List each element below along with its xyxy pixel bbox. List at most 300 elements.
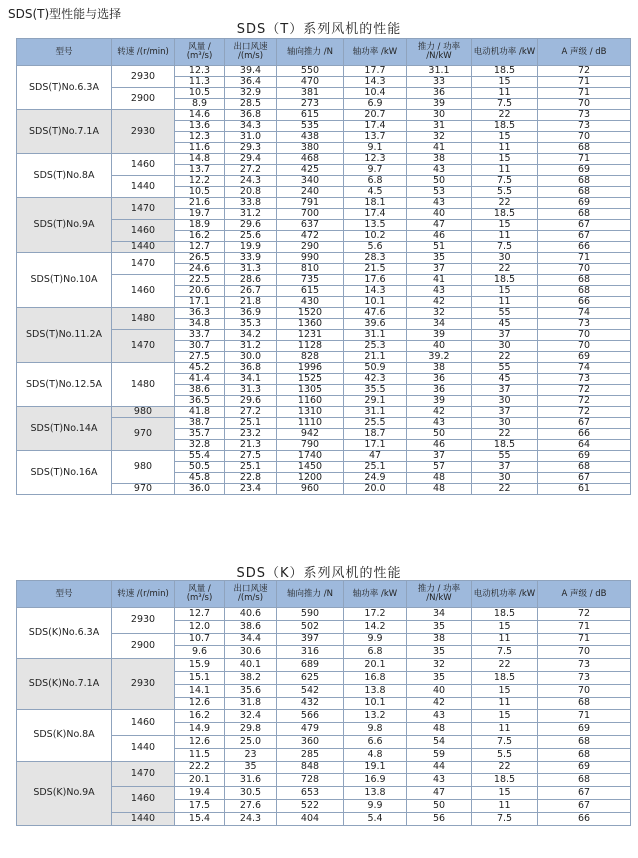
value-cell: 12.3 bbox=[175, 132, 225, 143]
value-cell: 5.5 bbox=[472, 748, 538, 761]
value-cell: 13.2 bbox=[344, 710, 407, 723]
table-row bbox=[17, 154, 631, 165]
value-cell: 12.6 bbox=[175, 697, 225, 710]
value-cell: 31.6 bbox=[225, 774, 277, 787]
value-cell: 290 bbox=[277, 242, 344, 253]
value-cell: 14.6 bbox=[175, 110, 225, 121]
value-cell: 542 bbox=[277, 684, 344, 697]
value-cell: 44 bbox=[407, 761, 472, 774]
value-cell: 71 bbox=[538, 88, 631, 99]
performance-table-t bbox=[16, 38, 631, 495]
speed-cell: 970 bbox=[112, 484, 175, 495]
speed-cell: 1460 bbox=[112, 154, 175, 176]
value-cell: 32.4 bbox=[225, 710, 277, 723]
value-cell: 15 bbox=[472, 710, 538, 723]
value-cell: 848 bbox=[277, 761, 344, 774]
value-cell: 728 bbox=[277, 774, 344, 787]
value-cell: 37 bbox=[407, 451, 472, 462]
value-cell: 25.5 bbox=[344, 418, 407, 429]
value-cell: 57 bbox=[407, 462, 472, 473]
value-cell: 340 bbox=[277, 176, 344, 187]
value-cell: 54 bbox=[407, 735, 472, 748]
value-cell: 66 bbox=[538, 297, 631, 308]
model-block bbox=[17, 710, 631, 761]
value-cell: 13.8 bbox=[344, 684, 407, 697]
model-cell: SDS(K)No.7.1A bbox=[17, 659, 112, 710]
header-row bbox=[17, 39, 631, 66]
value-cell: 36.8 bbox=[225, 363, 277, 374]
value-cell: 522 bbox=[277, 799, 344, 812]
value-cell: 23.2 bbox=[225, 429, 277, 440]
value-cell: 381 bbox=[277, 88, 344, 99]
column-header: 推力 / 功率 /N/kW bbox=[407, 581, 472, 608]
value-cell: 43 bbox=[407, 418, 472, 429]
value-cell: 74 bbox=[538, 363, 631, 374]
value-cell: 15 bbox=[472, 620, 538, 633]
value-cell: 72 bbox=[538, 385, 631, 396]
value-cell: 25.3 bbox=[344, 341, 407, 352]
value-cell: 71 bbox=[538, 253, 631, 264]
value-cell: 71 bbox=[538, 710, 631, 723]
value-cell: 14.8 bbox=[175, 154, 225, 165]
value-cell: 8.9 bbox=[175, 99, 225, 110]
speed-cell: 2930 bbox=[112, 110, 175, 154]
value-cell: 13.7 bbox=[344, 132, 407, 143]
value-cell: 10.1 bbox=[344, 697, 407, 710]
speed-cell: 1460 bbox=[112, 275, 175, 308]
value-cell: 20.1 bbox=[175, 774, 225, 787]
column-header: 型号 bbox=[17, 39, 112, 66]
value-cell: 20.8 bbox=[225, 187, 277, 198]
value-cell: 20.7 bbox=[344, 110, 407, 121]
value-cell: 69 bbox=[538, 352, 631, 363]
value-cell: 41.4 bbox=[175, 374, 225, 385]
value-cell: 23 bbox=[225, 748, 277, 761]
value-cell: 40.1 bbox=[225, 659, 277, 672]
value-cell: 24.6 bbox=[175, 264, 225, 275]
value-cell: 15 bbox=[472, 220, 538, 231]
model-cell: SDS(K)No.6.3A bbox=[17, 608, 112, 659]
value-cell: 32 bbox=[407, 308, 472, 319]
value-cell: 43 bbox=[407, 710, 472, 723]
value-cell: 32.9 bbox=[225, 88, 277, 99]
value-cell: 47 bbox=[407, 220, 472, 231]
column-header: A 声级 / dB bbox=[538, 581, 631, 608]
column-header: 轴功率 /kW bbox=[344, 39, 407, 66]
value-cell: 33 bbox=[407, 77, 472, 88]
value-cell: 70 bbox=[538, 684, 631, 697]
value-cell: 24.3 bbox=[225, 812, 277, 825]
value-cell: 67 bbox=[538, 473, 631, 484]
value-cell: 16.2 bbox=[175, 231, 225, 242]
speed-cell: 2930 bbox=[112, 608, 175, 634]
value-cell: 37 bbox=[407, 264, 472, 275]
value-cell: 30.0 bbox=[225, 352, 277, 363]
value-cell: 1160 bbox=[277, 396, 344, 407]
value-cell: 64 bbox=[538, 440, 631, 451]
model-block bbox=[17, 761, 631, 825]
value-cell: 71 bbox=[538, 77, 631, 88]
value-cell: 55 bbox=[472, 363, 538, 374]
value-cell: 30 bbox=[407, 110, 472, 121]
value-cell: 14.1 bbox=[175, 684, 225, 697]
value-cell: 27.6 bbox=[225, 799, 277, 812]
value-cell: 12.3 bbox=[175, 66, 225, 77]
value-cell: 29.4 bbox=[225, 154, 277, 165]
value-cell: 380 bbox=[277, 143, 344, 154]
column-header: 型号 bbox=[17, 581, 112, 608]
value-cell: 37 bbox=[472, 330, 538, 341]
value-cell: 67 bbox=[538, 799, 631, 812]
value-cell: 13.5 bbox=[344, 220, 407, 231]
value-cell: 1200 bbox=[277, 473, 344, 484]
value-cell: 38 bbox=[407, 154, 472, 165]
value-cell: 34.1 bbox=[225, 374, 277, 385]
value-cell: 11 bbox=[472, 231, 538, 242]
value-cell: 29.3 bbox=[225, 143, 277, 154]
value-cell: 71 bbox=[538, 633, 631, 646]
value-cell: 42 bbox=[407, 697, 472, 710]
value-cell: 73 bbox=[538, 110, 631, 121]
value-cell: 22 bbox=[472, 761, 538, 774]
value-cell: 66 bbox=[538, 242, 631, 253]
value-cell: 40.6 bbox=[225, 608, 277, 621]
value-cell: 26.7 bbox=[225, 286, 277, 297]
model-cell: SDS(K)No.8A bbox=[17, 710, 112, 761]
value-cell: 11 bbox=[472, 697, 538, 710]
value-cell: 11.3 bbox=[175, 77, 225, 88]
speed-cell: 2900 bbox=[112, 88, 175, 110]
value-cell: 32 bbox=[407, 132, 472, 143]
value-cell: 1525 bbox=[277, 374, 344, 385]
value-cell: 1305 bbox=[277, 385, 344, 396]
value-cell: 39 bbox=[407, 99, 472, 110]
column-header: 出口风速 /(m/s) bbox=[225, 581, 277, 608]
value-cell: 10.5 bbox=[175, 88, 225, 99]
value-cell: 22 bbox=[472, 352, 538, 363]
value-cell: 7.5 bbox=[472, 735, 538, 748]
value-cell: 68 bbox=[538, 143, 631, 154]
value-cell: 55 bbox=[472, 451, 538, 462]
value-cell: 18.5 bbox=[472, 774, 538, 787]
value-cell: 1740 bbox=[277, 451, 344, 462]
value-cell: 26.5 bbox=[175, 253, 225, 264]
value-cell: 790 bbox=[277, 440, 344, 451]
value-cell: 21.8 bbox=[225, 297, 277, 308]
value-cell: 27.2 bbox=[225, 407, 277, 418]
value-cell: 30 bbox=[472, 418, 538, 429]
value-cell: 18.1 bbox=[344, 198, 407, 209]
value-cell: 5.4 bbox=[344, 812, 407, 825]
value-cell: 59 bbox=[407, 748, 472, 761]
model-block bbox=[17, 66, 631, 110]
value-cell: 18.7 bbox=[344, 429, 407, 440]
value-cell: 68 bbox=[538, 187, 631, 198]
model-block bbox=[17, 110, 631, 154]
value-cell: 22 bbox=[472, 429, 538, 440]
table-row bbox=[17, 659, 631, 672]
value-cell: 70 bbox=[538, 132, 631, 143]
value-cell: 39 bbox=[407, 396, 472, 407]
value-cell: 6.9 bbox=[344, 99, 407, 110]
value-cell: 41 bbox=[407, 143, 472, 154]
value-cell: 1450 bbox=[277, 462, 344, 473]
value-cell: 615 bbox=[277, 110, 344, 121]
value-cell: 18.5 bbox=[472, 608, 538, 621]
value-cell: 31.1 bbox=[344, 330, 407, 341]
value-cell: 432 bbox=[277, 697, 344, 710]
value-cell: 27.2 bbox=[225, 165, 277, 176]
value-cell: 15 bbox=[472, 154, 538, 165]
value-cell: 30 bbox=[472, 253, 538, 264]
value-cell: 45.2 bbox=[175, 363, 225, 374]
value-cell: 40 bbox=[407, 341, 472, 352]
value-cell: 21.5 bbox=[344, 264, 407, 275]
value-cell: 11 bbox=[472, 88, 538, 99]
value-cell: 472 bbox=[277, 231, 344, 242]
performance-table-k bbox=[16, 580, 631, 826]
value-cell: 33.8 bbox=[225, 198, 277, 209]
value-cell: 438 bbox=[277, 132, 344, 143]
speed-cell: 1470 bbox=[112, 198, 175, 220]
value-cell: 67 bbox=[538, 220, 631, 231]
value-cell: 13.8 bbox=[344, 787, 407, 800]
value-cell: 34.3 bbox=[225, 121, 277, 132]
value-cell: 10.4 bbox=[344, 88, 407, 99]
table-row bbox=[17, 363, 631, 374]
column-header: 电动机功率 /kW bbox=[472, 39, 538, 66]
value-cell: 15 bbox=[472, 77, 538, 88]
value-cell: 29.6 bbox=[225, 396, 277, 407]
value-cell: 12.7 bbox=[175, 242, 225, 253]
value-cell: 43 bbox=[407, 774, 472, 787]
value-cell: 34 bbox=[407, 319, 472, 330]
value-cell: 55 bbox=[472, 308, 538, 319]
value-cell: 22 bbox=[472, 198, 538, 209]
value-cell: 1128 bbox=[277, 341, 344, 352]
value-cell: 42 bbox=[407, 407, 472, 418]
value-cell: 615 bbox=[277, 286, 344, 297]
value-cell: 67 bbox=[538, 787, 631, 800]
value-cell: 38 bbox=[407, 633, 472, 646]
value-cell: 35.7 bbox=[175, 429, 225, 440]
value-cell: 31 bbox=[407, 121, 472, 132]
value-cell: 16.9 bbox=[344, 774, 407, 787]
value-cell: 43 bbox=[407, 286, 472, 297]
value-cell: 39 bbox=[407, 330, 472, 341]
value-cell: 50 bbox=[407, 799, 472, 812]
value-cell: 34.4 bbox=[225, 633, 277, 646]
value-cell: 69 bbox=[538, 451, 631, 462]
value-cell: 397 bbox=[277, 633, 344, 646]
value-cell: 33.9 bbox=[225, 253, 277, 264]
value-cell: 71 bbox=[538, 154, 631, 165]
value-cell: 46 bbox=[407, 231, 472, 242]
value-cell: 68 bbox=[538, 748, 631, 761]
value-cell: 73 bbox=[538, 659, 631, 672]
section-title-k: SDS（K）系列风机的性能 bbox=[236, 566, 402, 581]
value-cell: 535 bbox=[277, 121, 344, 132]
model-cell: SDS(T)No.16A bbox=[17, 451, 112, 495]
value-cell: 22 bbox=[472, 110, 538, 121]
value-cell: 17.2 bbox=[344, 608, 407, 621]
value-cell: 1110 bbox=[277, 418, 344, 429]
value-cell: 36.0 bbox=[175, 484, 225, 495]
value-cell: 45.8 bbox=[175, 473, 225, 484]
table-row bbox=[17, 451, 631, 462]
value-cell: 73 bbox=[538, 121, 631, 132]
value-cell: 1520 bbox=[277, 308, 344, 319]
speed-cell: 1460 bbox=[112, 220, 175, 242]
value-cell: 68 bbox=[538, 697, 631, 710]
value-cell: 66 bbox=[538, 429, 631, 440]
value-cell: 7.5 bbox=[472, 242, 538, 253]
value-cell: 11 bbox=[472, 723, 538, 736]
header-row bbox=[17, 581, 631, 608]
value-cell: 35 bbox=[407, 671, 472, 684]
value-cell: 27.5 bbox=[225, 451, 277, 462]
value-cell: 12.2 bbox=[175, 176, 225, 187]
value-cell: 72 bbox=[538, 608, 631, 621]
value-cell: 50 bbox=[407, 176, 472, 187]
value-cell: 35 bbox=[407, 646, 472, 659]
column-header: 推力 / 功率 /N/kW bbox=[407, 39, 472, 66]
speed-cell: 980 bbox=[112, 451, 175, 484]
value-cell: 15.9 bbox=[175, 659, 225, 672]
value-cell: 50.9 bbox=[344, 363, 407, 374]
model-cell: SDS(T)No.10A bbox=[17, 253, 112, 308]
table-row bbox=[17, 253, 631, 264]
value-cell: 68 bbox=[538, 176, 631, 187]
value-cell: 10.7 bbox=[175, 633, 225, 646]
value-cell: 72 bbox=[538, 396, 631, 407]
value-cell: 18.5 bbox=[472, 66, 538, 77]
model-cell: SDS(T)No.8A bbox=[17, 154, 112, 198]
speed-cell: 1440 bbox=[112, 176, 175, 198]
value-cell: 69 bbox=[538, 761, 631, 774]
speed-cell: 1480 bbox=[112, 308, 175, 330]
value-cell: 942 bbox=[277, 429, 344, 440]
value-cell: 9.1 bbox=[344, 143, 407, 154]
value-cell: 700 bbox=[277, 209, 344, 220]
value-cell: 10.5 bbox=[175, 187, 225, 198]
speed-cell: 970 bbox=[112, 418, 175, 451]
value-cell: 31.3 bbox=[225, 385, 277, 396]
value-cell: 360 bbox=[277, 735, 344, 748]
value-cell: 41 bbox=[407, 275, 472, 286]
value-cell: 43 bbox=[407, 165, 472, 176]
value-cell: 7.5 bbox=[472, 646, 538, 659]
value-cell: 1996 bbox=[277, 363, 344, 374]
value-cell: 7.5 bbox=[472, 176, 538, 187]
speed-cell: 1460 bbox=[112, 787, 175, 813]
value-cell: 590 bbox=[277, 608, 344, 621]
value-cell: 11 bbox=[472, 297, 538, 308]
value-cell: 28.3 bbox=[344, 253, 407, 264]
value-cell: 11 bbox=[472, 799, 538, 812]
value-cell: 20.0 bbox=[344, 484, 407, 495]
value-cell: 1231 bbox=[277, 330, 344, 341]
value-cell: 19.9 bbox=[225, 242, 277, 253]
value-cell: 22.2 bbox=[175, 761, 225, 774]
speed-cell: 2930 bbox=[112, 66, 175, 88]
value-cell: 40 bbox=[407, 684, 472, 697]
value-cell: 47 bbox=[344, 451, 407, 462]
value-cell: 6.6 bbox=[344, 735, 407, 748]
value-cell: 566 bbox=[277, 710, 344, 723]
value-cell: 25.0 bbox=[225, 735, 277, 748]
model-block bbox=[17, 363, 631, 407]
value-cell: 38.7 bbox=[175, 418, 225, 429]
value-cell: 11.6 bbox=[175, 143, 225, 154]
value-cell: 19.1 bbox=[344, 761, 407, 774]
value-cell: 31.1 bbox=[407, 66, 472, 77]
value-cell: 13.6 bbox=[175, 121, 225, 132]
value-cell: 73 bbox=[538, 319, 631, 330]
value-cell: 1310 bbox=[277, 407, 344, 418]
value-cell: 31.2 bbox=[225, 209, 277, 220]
value-cell: 316 bbox=[277, 646, 344, 659]
value-cell: 30.5 bbox=[225, 787, 277, 800]
value-cell: 637 bbox=[277, 220, 344, 231]
value-cell: 36.3 bbox=[175, 308, 225, 319]
value-cell: 10.2 bbox=[344, 231, 407, 242]
value-cell: 21.1 bbox=[344, 352, 407, 363]
value-cell: 19.7 bbox=[175, 209, 225, 220]
value-cell: 10.1 bbox=[344, 297, 407, 308]
value-cell: 404 bbox=[277, 812, 344, 825]
value-cell: 51 bbox=[407, 242, 472, 253]
value-cell: 6.8 bbox=[344, 646, 407, 659]
value-cell: 72 bbox=[538, 66, 631, 77]
value-cell: 17.5 bbox=[175, 799, 225, 812]
value-cell: 38.2 bbox=[225, 671, 277, 684]
column-header: 风量 / (m³/s) bbox=[175, 39, 225, 66]
speed-cell: 2900 bbox=[112, 633, 175, 659]
column-header: 风量 / (m³/s) bbox=[175, 581, 225, 608]
value-cell: 38.6 bbox=[225, 620, 277, 633]
value-cell: 15 bbox=[472, 286, 538, 297]
value-cell: 34.8 bbox=[175, 319, 225, 330]
value-cell: 14.3 bbox=[344, 286, 407, 297]
value-cell: 31.3 bbox=[225, 264, 277, 275]
value-cell: 56 bbox=[407, 812, 472, 825]
value-cell: 35 bbox=[407, 253, 472, 264]
section-title-t: SDS（T）系列风机的性能 bbox=[236, 22, 402, 37]
value-cell: 33.7 bbox=[175, 330, 225, 341]
value-cell: 24.3 bbox=[225, 176, 277, 187]
value-cell: 18.5 bbox=[472, 121, 538, 132]
value-cell: 990 bbox=[277, 253, 344, 264]
speed-cell: 1470 bbox=[112, 253, 175, 275]
value-cell: 425 bbox=[277, 165, 344, 176]
value-cell: 18.5 bbox=[472, 440, 538, 451]
value-cell: 15 bbox=[472, 132, 538, 143]
value-cell: 16.8 bbox=[344, 671, 407, 684]
value-cell: 38.6 bbox=[175, 385, 225, 396]
value-cell: 67 bbox=[538, 418, 631, 429]
value-cell: 29.6 bbox=[225, 220, 277, 231]
model-block bbox=[17, 154, 631, 198]
value-cell: 285 bbox=[277, 748, 344, 761]
value-cell: 20.1 bbox=[344, 659, 407, 672]
value-cell: 18.5 bbox=[472, 275, 538, 286]
table-row bbox=[17, 761, 631, 774]
value-cell: 38 bbox=[407, 363, 472, 374]
value-cell: 21.6 bbox=[175, 198, 225, 209]
value-cell: 70 bbox=[538, 646, 631, 659]
value-cell: 30 bbox=[472, 473, 538, 484]
